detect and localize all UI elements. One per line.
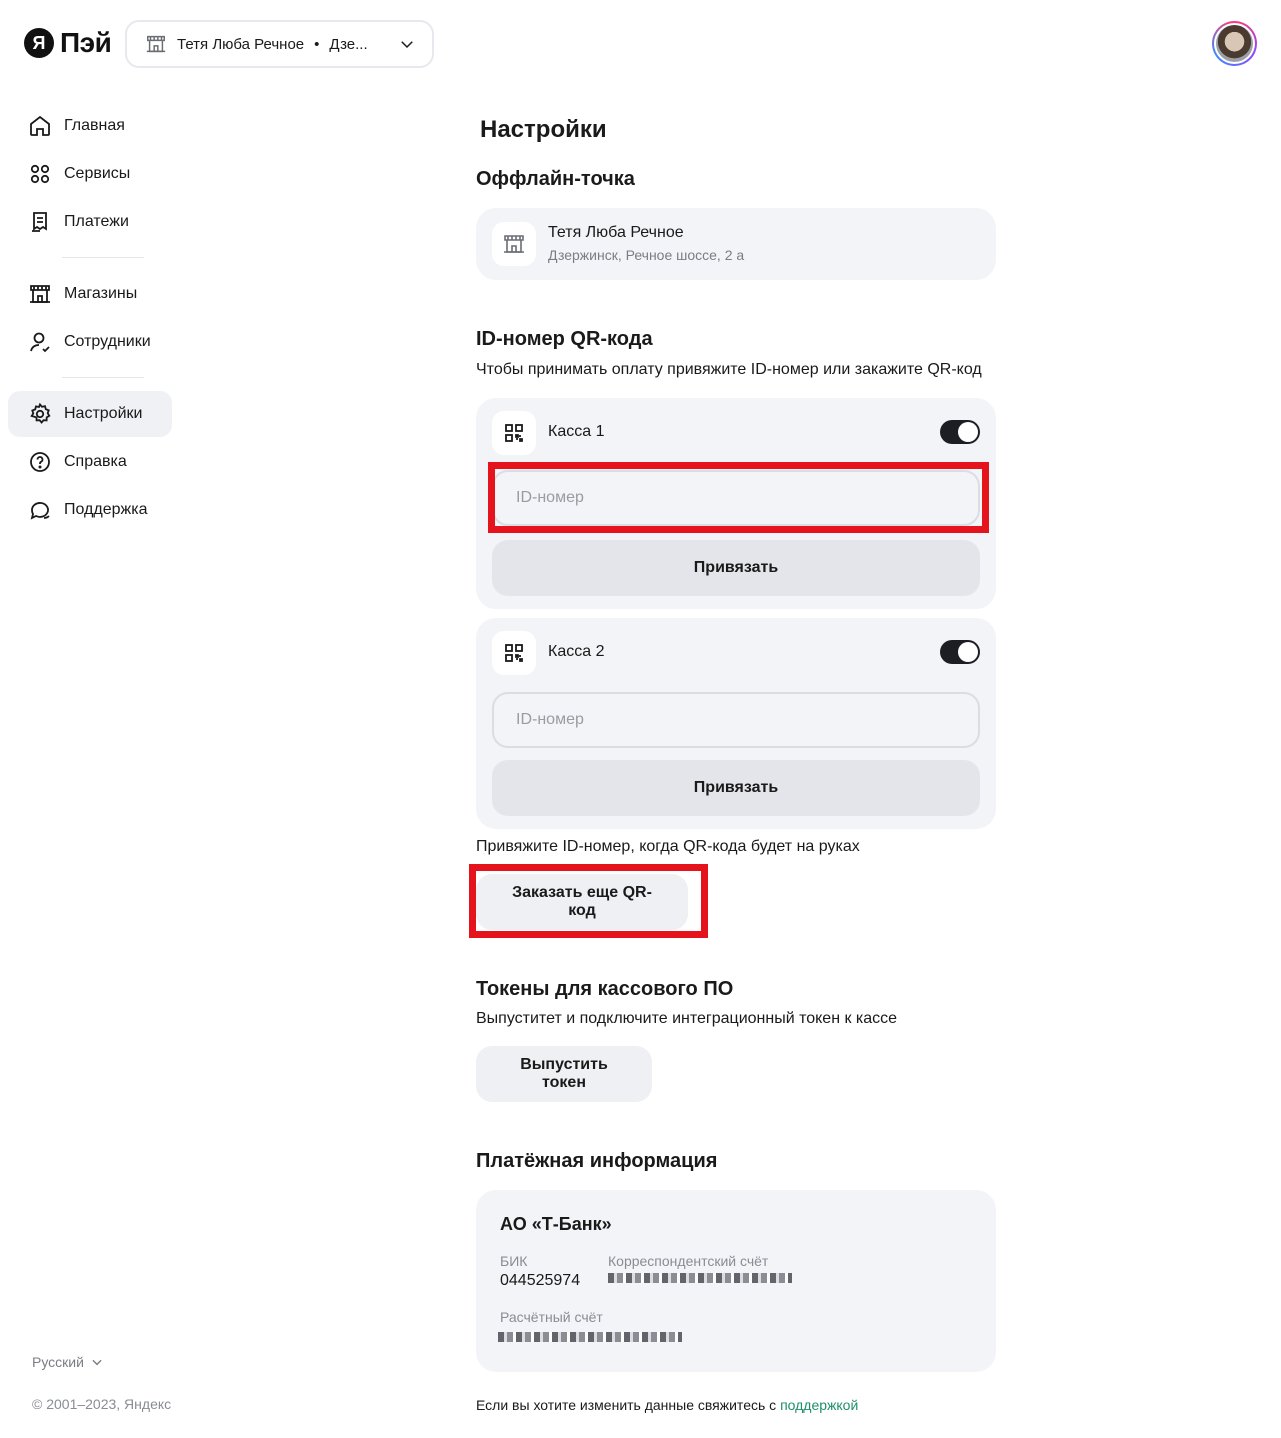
copyright: © 2001–2023, Яндекс: [32, 1396, 172, 1412]
bik-value: 044525974: [500, 1272, 581, 1289]
offline-store-name: Тетя Люба Речное: [548, 224, 684, 241]
sidebar-item-label: Главная: [64, 117, 125, 134]
qr-hint: Привяжите ID-номер, когда QR-кода будет на руках: [476, 838, 860, 855]
page-title: Настройки: [480, 116, 607, 143]
support-link[interactable]: поддержкой: [780, 1397, 859, 1413]
kassa-toggle[interactable]: [940, 640, 980, 664]
highlight-frame: [488, 462, 989, 533]
language-label: Русский: [32, 1354, 84, 1370]
bik-label: БИК: [500, 1253, 528, 1269]
offline-store-card[interactable]: [476, 208, 996, 280]
store-selector-separator: •: [314, 35, 320, 53]
store-selector-city: Дзе...: [329, 35, 368, 53]
kassa-toggle[interactable]: [940, 420, 980, 444]
bind-button[interactable]: Привязать: [492, 540, 980, 596]
chevron-down-icon: [398, 35, 416, 53]
logo-text: Пэй: [60, 27, 112, 58]
sidebar-item-home[interactable]: [8, 103, 172, 149]
tokens-section-subtitle: Выпуститет и подключите интеграционный токен к кассе: [476, 1010, 898, 1027]
logo-mark: Я: [24, 28, 54, 58]
corr-account-value-redacted: [608, 1273, 792, 1283]
sidebar-item-support[interactable]: [8, 487, 172, 533]
kassa-label: Касса 2: [548, 643, 605, 660]
sidebar-item-label: Сервисы: [64, 165, 131, 182]
offline-section-title: Оффлайн-точка: [476, 168, 635, 190]
chevron-down-icon: [90, 1355, 104, 1369]
sidebar-item-label: Платежи: [64, 213, 129, 230]
gear-icon: [28, 402, 52, 426]
payment-info-card: [476, 1190, 996, 1372]
account-label: Расчётный счёт: [500, 1309, 603, 1325]
highlight-frame: [469, 864, 708, 938]
avatar[interactable]: [1212, 21, 1257, 66]
bank-name: АО «Т-Банк»: [500, 1214, 612, 1234]
qr-icon-box: [492, 411, 536, 455]
nav-divider: [62, 377, 144, 378]
language-selector[interactable]: [32, 1354, 104, 1370]
home-icon: [28, 114, 52, 138]
store-icon-box: [492, 222, 536, 266]
store-icon: [28, 282, 52, 306]
sidebar-item-employees[interactable]: [8, 319, 172, 365]
issue-token-button[interactable]: Выпустить токен: [476, 1046, 652, 1102]
sidebar-item-label: Справка: [64, 453, 127, 470]
grid-icon: [28, 162, 52, 186]
sidebar-item-services[interactable]: [8, 151, 172, 197]
help-icon: [28, 450, 52, 474]
sidebar-item-label: Магазины: [64, 285, 138, 302]
offline-store-address: Дзержинск, Речное шоссе, 2 а: [548, 247, 745, 263]
sidebar-nav: [8, 103, 172, 535]
sidebar-item-label: Настройки: [64, 405, 143, 422]
payment-section-title: Платёжная информация: [476, 1150, 718, 1172]
sidebar-item-stores[interactable]: [8, 271, 172, 317]
store-selector[interactable]: [125, 20, 434, 68]
sidebar-item-settings[interactable]: [8, 391, 172, 437]
user-icon: [28, 330, 52, 354]
avatar-photo: [1216, 25, 1253, 62]
qr-section-title: ID-номер QR-кода: [476, 328, 653, 350]
order-qr-button[interactable]: Заказать еще QR-код: [476, 874, 688, 930]
qr-code-icon: [502, 641, 526, 665]
store-icon: [502, 232, 526, 256]
id-number-input[interactable]: [492, 692, 980, 748]
tokens-section-title: Токены для кассового ПО: [476, 978, 734, 1000]
qr-code-icon: [502, 421, 526, 445]
nav-divider: [62, 257, 144, 258]
sidebar-item-payments[interactable]: [8, 199, 172, 245]
sidebar-item-label: Сотрудники: [64, 333, 151, 350]
qr-icon-box: [492, 631, 536, 675]
corr-account-label: Корреспондентский счёт: [608, 1253, 769, 1269]
payment-note: [476, 1397, 858, 1413]
chat-icon: [28, 498, 52, 522]
kassa-label: Касса 1: [548, 423, 605, 440]
payment-note-text: Если вы хотите изменить данные свяжитесь с: [476, 1397, 781, 1413]
receipt-icon: [28, 210, 52, 234]
sidebar-item-help[interactable]: [8, 439, 172, 485]
store-selector-name: Тетя Люба Речное: [177, 35, 305, 53]
store-icon: [145, 33, 167, 55]
qr-section-subtitle: Чтобы принимать оплату привяжите ID-номер или закажите QR-код: [476, 361, 982, 378]
account-value-redacted: [498, 1332, 682, 1342]
kassa-card: [476, 618, 996, 829]
yandex-pay-logo[interactable]: [24, 27, 111, 59]
bind-button[interactable]: Привязать: [492, 760, 980, 816]
sidebar-item-label: Поддержка: [64, 501, 148, 518]
